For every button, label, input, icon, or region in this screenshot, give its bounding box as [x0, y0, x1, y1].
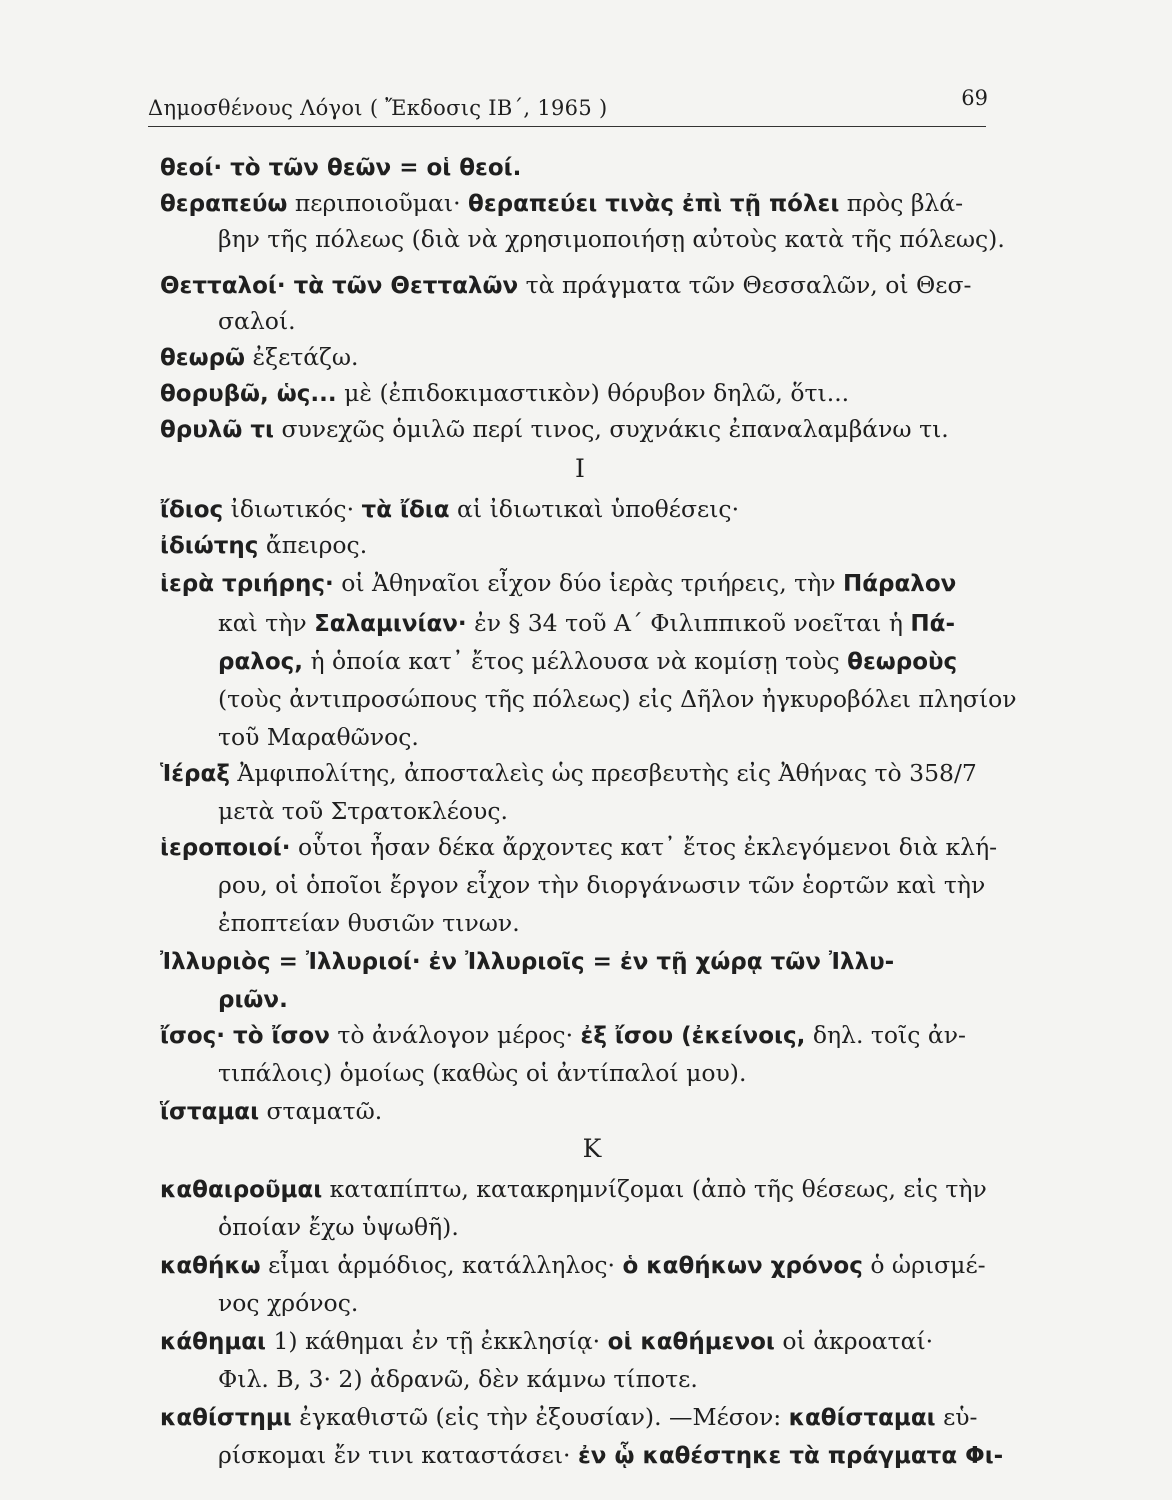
- headword: θρυλῶ τι: [160, 417, 274, 443]
- continuation-line: [218, 682, 1017, 716]
- headword: ἱεροποιοί·: [160, 835, 291, 861]
- headword: θορυβῶ, ὡς...: [160, 381, 337, 407]
- definition-text: Φιλ. Β, 3· 2) ἀδρανῶ, δὲν κάμνω τίποτε.: [218, 1365, 698, 1393]
- definition-text: μὲ (ἐπιδοκιμαστικὸν) θόρυβον δηλῶ, ὅτι...: [336, 379, 850, 407]
- entry-line: [160, 1400, 977, 1435]
- entry-line: [160, 412, 949, 447]
- headword: ἱερὰ τριήρης·: [160, 571, 334, 597]
- definition-text: καταπίπτω, κατακρημνίζομαι (ἀπὸ τῆς θέσεως, εἰς τὴν: [322, 1175, 987, 1203]
- definition-text: βην τῆς πόλεως (διὰ νὰ χρησιμοποιήσῃ αὐτοὺς κατὰ τῆς πόλεως).: [218, 225, 1005, 253]
- headword: Θετταλοί· τὰ τῶν Θετταλῶν: [160, 273, 519, 299]
- entry-line: [160, 944, 894, 979]
- headword: καθίστημι: [160, 1405, 292, 1431]
- definition-text: ὁποίαν ἔχω ὑψωθῆ).: [218, 1213, 459, 1241]
- definition-text: ὁ ὡρισμέ-: [862, 1251, 986, 1279]
- definition-text: τὸ ἀνάλογον μέρος·: [329, 1021, 581, 1049]
- definition-text: ρου, οἱ ὁποῖοι ἔργον εἶχον τὴν διοργάνωσιν τῶν ἑορτῶν καὶ τὴν: [218, 871, 986, 899]
- bold-phrase: τὰ ἴδια: [361, 497, 450, 523]
- continuation-line: [218, 644, 957, 679]
- entry-line: [160, 492, 739, 527]
- headword: ἴδιος: [160, 497, 224, 523]
- bold-phrase: ραλος,: [218, 649, 303, 675]
- book-title: Δημοσθένους Λόγοι ( Ἔκδοσις ΙΒ΄, 1965 ): [148, 96, 608, 120]
- entry-line: [160, 1018, 966, 1053]
- definition-text: ἐγκαθιστῶ (εἰς τὴν ἐξουσίαν). —Μέσον:: [291, 1403, 789, 1431]
- page-number: 69: [961, 86, 988, 110]
- continuation-line: [218, 868, 985, 902]
- headword: Ἰλλυριὸς = Ἰλλυριοί· ἐν Ἰλλυριοῖς = ἐν τῇ χώρᾳ τῶν Ἰλλυ-: [160, 949, 895, 975]
- bold-phrase: Πά-: [910, 611, 956, 637]
- entry-line: [160, 186, 963, 221]
- continuation-line: [218, 1056, 746, 1090]
- bold-phrase: Σαλαμινίαν·: [314, 611, 467, 637]
- entry-line: [160, 1172, 987, 1207]
- bold-phrase: Πάραλον: [842, 571, 957, 597]
- definition-text: ἐν § 34 τοῦ Α΄ Φιλιππικοῦ νοεῖται ἡ: [466, 609, 911, 637]
- definition-text: εἶμαι ἁρμόδιος, κατάλληλος·: [260, 1251, 623, 1279]
- definition-text: αἱ ἰδιωτικαὶ ὑποθέσεις·: [449, 495, 740, 523]
- continuation-line: [218, 1438, 1003, 1473]
- section-letter-iota: Ι: [575, 454, 585, 483]
- continuation-line: [218, 606, 955, 641]
- definition-text: Ἀμφιπολίτης, ἀποσταλεὶς ὡς πρεσβευτὴς εἰς Ἀθήνας τὸ 358/7: [229, 759, 977, 787]
- headword: θεωρῶ: [160, 345, 246, 371]
- headword: κάθημαι: [160, 1329, 267, 1355]
- definition-text: 1) κάθημαι ἐν τῇ ἐκκλησίᾳ·: [266, 1327, 608, 1355]
- definition-text: νος χρόνος.: [218, 1289, 359, 1317]
- entry-line: [160, 1324, 933, 1359]
- definition-text: συνεχῶς ὁμιλῶ περί τινος, συχνάκις ἐπαναλαμβάνω τι.: [274, 415, 949, 443]
- bold-phrase: ριῶν.: [218, 987, 288, 1013]
- bold-phrase: ἐν ᾧ καθέστηκε τὰ πράγματα Φι-: [578, 1443, 1004, 1469]
- headword: καθήκω: [160, 1253, 261, 1279]
- definition-text: σταματῶ.: [259, 1097, 383, 1125]
- entry-line: [160, 566, 956, 601]
- continuation-line: [218, 720, 419, 754]
- entry-line: [160, 376, 849, 411]
- definition-text: τοῦ Μαραθῶνος.: [218, 723, 419, 751]
- headword: ἰδιώτης: [160, 533, 259, 559]
- continuation-line: [218, 1362, 698, 1396]
- entry-line: [160, 756, 977, 791]
- definition-text: ρίσκομαι ἔν τινι καταστάσει·: [218, 1441, 578, 1469]
- header-rule: [148, 126, 986, 127]
- bold-phrase: ἐξ ἴσου (ἐκείνοις,: [580, 1023, 806, 1049]
- entry-line: [160, 150, 521, 185]
- continuation-line: [218, 304, 296, 338]
- definition-text: μετὰ τοῦ Στρατοκλέους.: [218, 797, 508, 825]
- entry-line: [160, 830, 997, 865]
- headword: ἵσταμαι: [160, 1099, 260, 1125]
- bold-phrase: θεωροὺς: [847, 649, 958, 675]
- entry-line: [160, 1248, 986, 1283]
- continuation-line: [218, 906, 520, 940]
- definition-text: πρὸς βλά-: [839, 189, 964, 217]
- definition-text: (τοὺς ἀντιπροσώπους τῆς πόλεως) εἰς Δῆλον ἠγκυροβόλει πλησίον: [218, 685, 1017, 713]
- entry-line: [160, 1094, 382, 1129]
- entry-line: [160, 528, 367, 563]
- definition-text: ἐξετάζω.: [245, 343, 359, 371]
- entry-line: [160, 340, 359, 375]
- definition-text: οἱ ἀκροαταί·: [774, 1327, 934, 1355]
- definition-text: ἐποπτείαν θυσιῶν τινων.: [218, 909, 520, 937]
- definition-text: τιπάλοις) ὁμοίως (καθὼς οἱ ἀντίπαλοί μου).: [218, 1059, 747, 1087]
- headword: θεραπεύω: [160, 191, 288, 217]
- definition-text: καὶ τὴν: [218, 609, 315, 637]
- headword: Ἱέραξ: [160, 761, 230, 787]
- continuation-line: [218, 1210, 459, 1244]
- definition-text: ἰδιωτικός·: [223, 495, 362, 523]
- continuation-line: [218, 1286, 358, 1320]
- definition-text: ἡ ὁποία κατ᾽ ἔτος μέλλουσα νὰ κομίσῃ τοὺς: [303, 647, 848, 675]
- headword: ἴσος· τὸ ἴσον: [160, 1023, 330, 1049]
- definition-text: δηλ. τοῖς ἀν-: [805, 1021, 966, 1049]
- continuation-line: [218, 222, 1005, 256]
- continuation-line: [218, 982, 288, 1017]
- bold-phrase: καθίσταμαι: [788, 1405, 936, 1431]
- continuation-line: [218, 794, 508, 828]
- definition-text: σαλοί.: [218, 307, 296, 335]
- headword: καθαιροῦμαι: [160, 1177, 323, 1203]
- bold-phrase: ὁ καθήκων χρόνος: [622, 1253, 863, 1279]
- definition-text: οἱ Ἀθηναῖοι εἶχον δύο ἱερὰς τριήρεις, τὴν: [333, 569, 843, 597]
- headword: θεοί· τὸ τῶν θεῶν = οἱ θεοί.: [160, 155, 522, 181]
- section-letter-kappa: Κ: [582, 1134, 602, 1163]
- bold-phrase: θεραπεύει τινὰς ἐπὶ τῇ πόλει: [468, 191, 840, 217]
- definition-text: οὗτοι ἦσαν δέκα ἄρχοντες κατ᾽ ἔτος ἐκλεγόμενοι διὰ κλή-: [290, 833, 998, 861]
- definition-text: περιποιοῦμαι·: [287, 189, 469, 217]
- definition-text: εὑ-: [935, 1403, 978, 1431]
- running-header: [148, 86, 988, 126]
- bold-phrase: οἱ καθήμενοι: [607, 1329, 775, 1355]
- entry-line: [160, 268, 971, 303]
- definition-text: τὰ πράγματα τῶν Θεσσαλῶν, οἱ Θεσ-: [518, 271, 972, 299]
- definition-text: ἄπειρος.: [258, 531, 368, 559]
